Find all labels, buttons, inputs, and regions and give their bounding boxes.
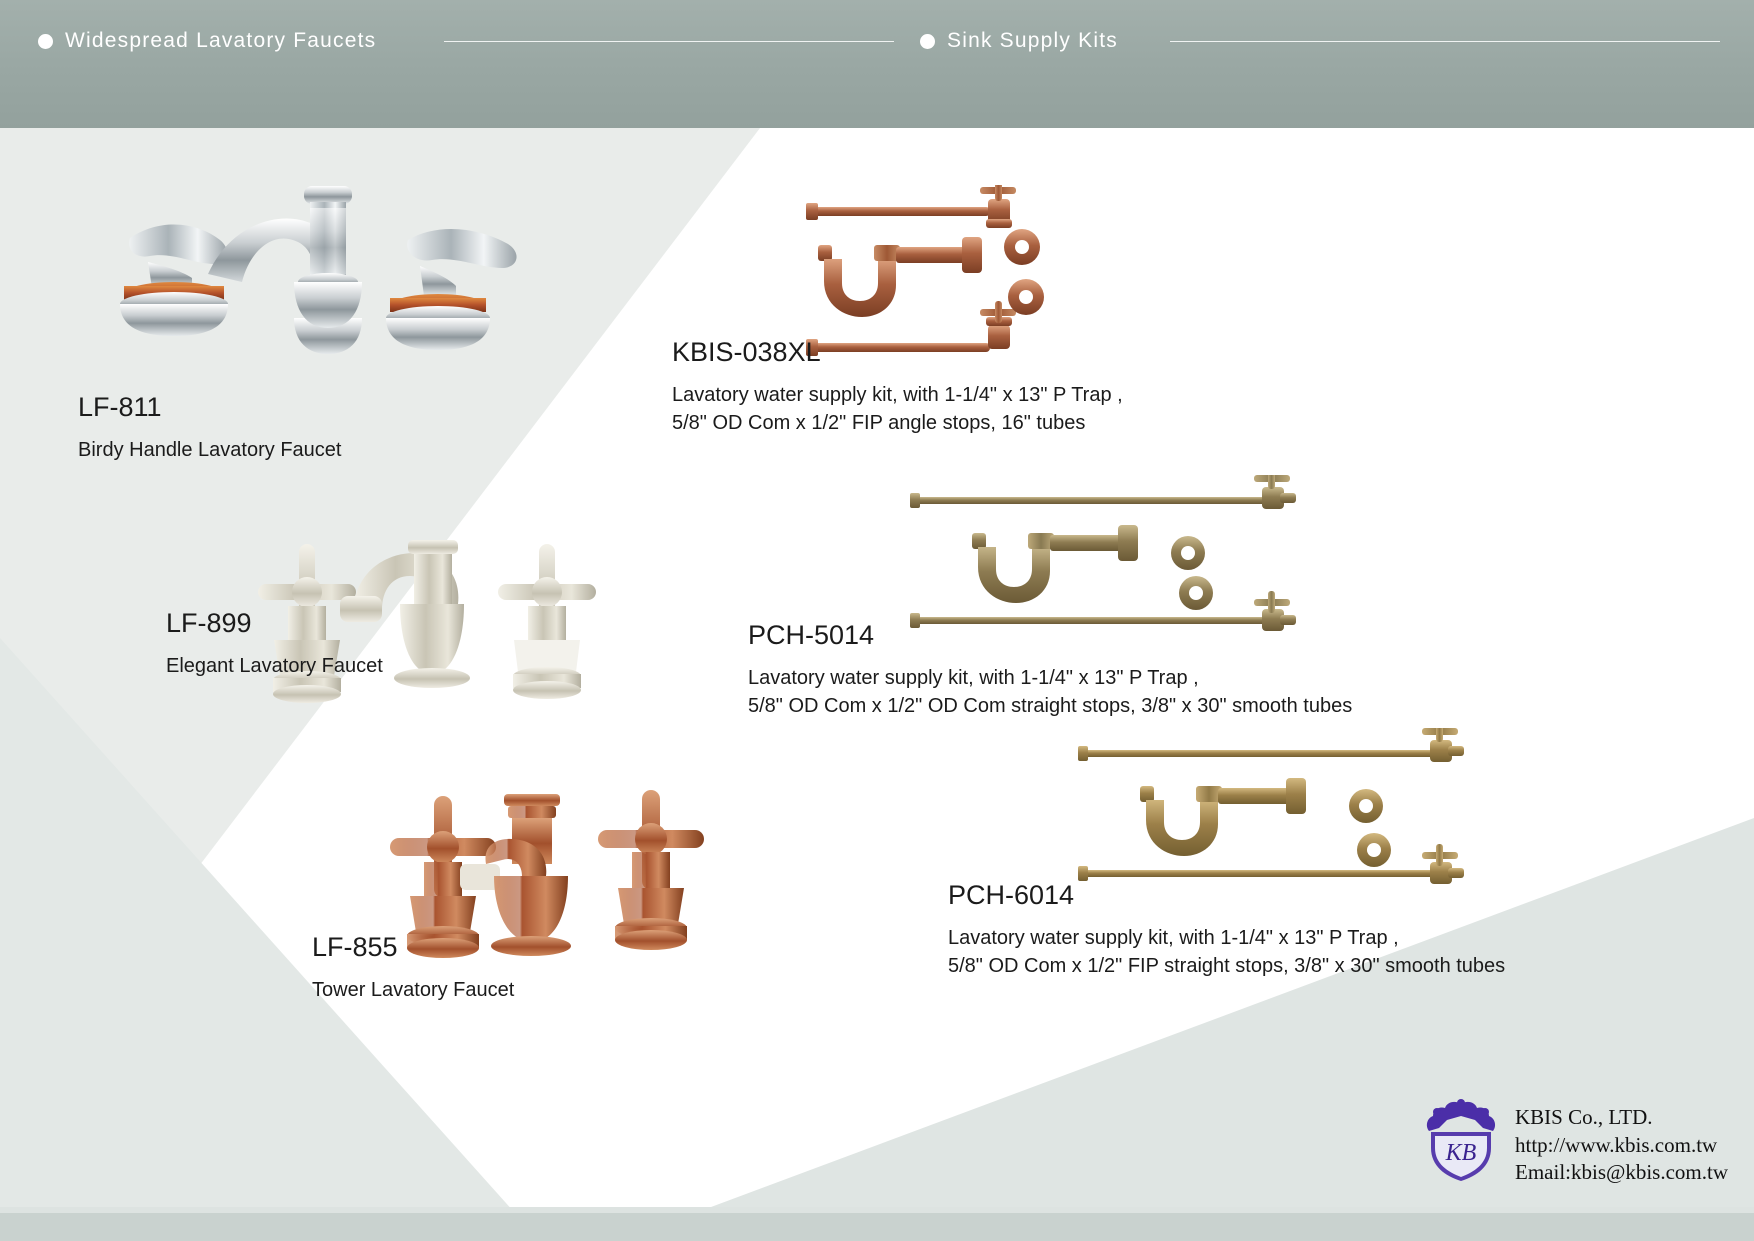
product-description-line-1: Lavatory water supply kit, with 1-1/4" x 13" P Trap , (672, 384, 1123, 406)
page-header-band (0, 0, 1754, 128)
product-description-line-2: 5/8" OD Com x 1/2" FIP straight stops, 3/8" x 30" smooth tubes (948, 954, 1506, 977)
svg-text:KB: KB (1445, 1139, 1477, 1166)
product-code: PCH-5014 (748, 620, 875, 650)
product-lf-855 (312, 932, 514, 1005)
company-website[interactable]: http://www.kbis.com.tw (1515, 1132, 1718, 1157)
company-name: KBIS Co., LTD. (1515, 1104, 1653, 1129)
footer-strip (0, 1213, 1754, 1241)
circle-bullet-icon (920, 34, 935, 49)
product-kbis-038xl (672, 337, 1123, 437)
product-name: Tower Lavatory Faucet (312, 979, 515, 1001)
product-description-line-2: 5/8" OD Com x 1/2" OD Com straight stops, 3/8" x 30" smooth tubes (748, 694, 1353, 717)
header-gradient (0, 0, 1754, 128)
product-image-pch-6014 (1078, 728, 1478, 898)
product-code: PCH-6014 (948, 880, 1075, 910)
product-lf-811 (78, 392, 341, 465)
product-description-line-1: Lavatory water supply kit, with 1-1/4" x 13" P Trap , (748, 667, 1199, 689)
circle-bullet-icon (38, 34, 53, 49)
header-section-sink-supply-kits (920, 26, 1118, 56)
company-logo-block (1417, 1098, 1728, 1187)
product-description-line-1: Lavatory water supply kit, with 1-1/4" x 13" P Trap , (948, 927, 1399, 949)
header-rule-left (444, 41, 894, 42)
header-section-widespread-lavatory-faucets (38, 26, 376, 56)
product-pch-5014 (748, 620, 1352, 720)
product-code: LF-855 (312, 932, 398, 962)
company-contact (1515, 1098, 1728, 1187)
product-lf-899 (166, 608, 383, 681)
product-description-line-2: 5/8" OD Com x 1/2" FIP angle stops, 16" tubes (672, 411, 1086, 434)
heraldic-crest-logo-icon (1417, 1098, 1505, 1184)
product-name: Elegant Lavatory Faucet (166, 655, 383, 677)
product-code: KBIS-038XL (672, 337, 821, 367)
header-rule-right (1170, 41, 1720, 42)
product-pch-6014 (948, 880, 1505, 980)
header-section-label: Widespread Lavatory Faucets (65, 29, 377, 52)
header-section-label: Sink Supply Kits (947, 29, 1118, 52)
company-email[interactable]: Email:kbis@kbis.com.tw (1515, 1160, 1728, 1185)
product-code: LF-899 (166, 608, 252, 638)
product-name: Birdy Handle Lavatory Faucet (78, 439, 342, 461)
product-image-lf-811 (108, 178, 558, 388)
product-code: LF-811 (78, 392, 162, 422)
